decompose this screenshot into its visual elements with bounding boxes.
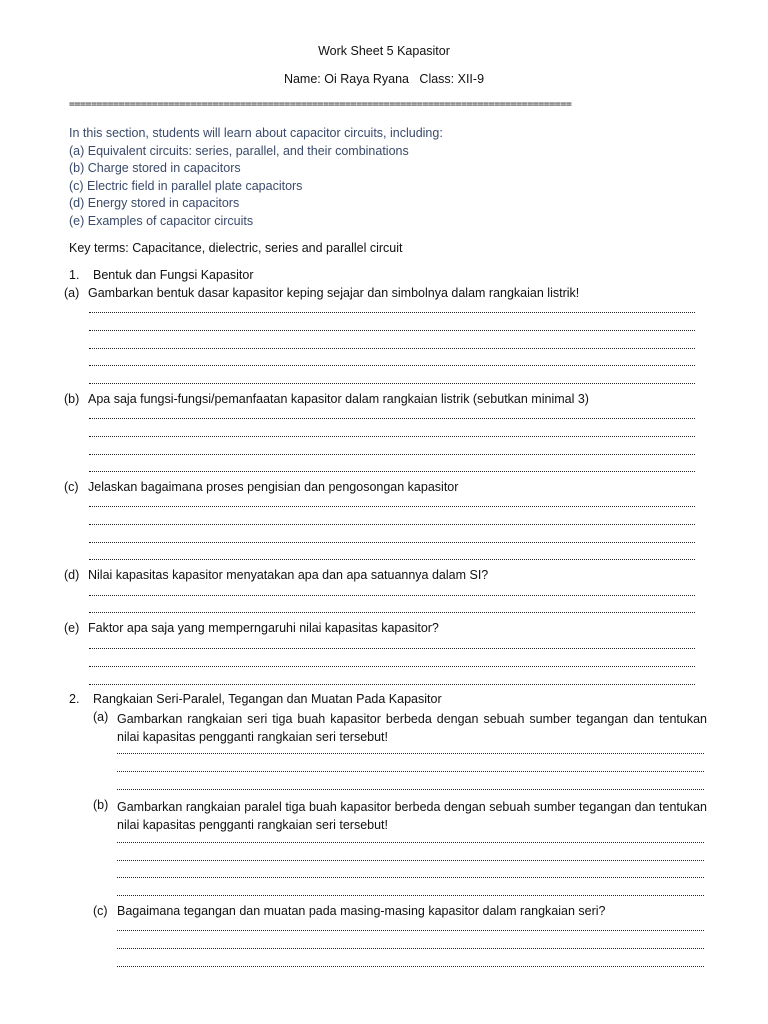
answer-line[interactable] [89, 612, 695, 613]
section-1-title: Bentuk dan Fungsi Kapasitor [93, 268, 254, 282]
answer-line[interactable] [117, 930, 704, 931]
answer-line[interactable] [117, 842, 704, 843]
intro-item: (d) Energy stored in capacitors [69, 196, 240, 210]
question-label: (c) [64, 480, 79, 494]
answer-line[interactable] [89, 595, 695, 596]
intro-lead: In this section, students will learn about capacitor circuits, including: [69, 126, 443, 140]
answer-line[interactable] [89, 666, 695, 667]
question-text: Gambarkan rangkaian paralel tiga buah kapasitor berbeda dengan sebuah sumber tegangan dan tentukan nilai kapasitas pengganti rangkaian seri tersebut! [117, 800, 707, 832]
answer-line[interactable] [89, 365, 695, 366]
answer-line[interactable] [89, 312, 695, 313]
answer-line[interactable] [89, 684, 695, 685]
question-text: Faktor apa saja yang memperngaruhi nilai kapasitas kapasitor? [88, 621, 439, 635]
answer-line[interactable] [117, 877, 704, 878]
intro-item: (e) Examples of capacitor circuits [69, 214, 254, 228]
answer-line[interactable] [117, 966, 704, 967]
intro-item: (a) Equivalent circuits: series, parallel, and their combinations [69, 144, 409, 158]
section-1-number: 1. [69, 268, 80, 282]
section-2-number: 2. [69, 692, 80, 706]
question-label: (d) [64, 568, 80, 582]
question-label: (e) [64, 621, 80, 635]
page-title: Work Sheet 5 Kapasitor [318, 44, 450, 58]
question-label: (a) [93, 710, 109, 724]
question-label: (c) [93, 904, 108, 918]
answer-line[interactable] [89, 542, 695, 543]
answer-line[interactable] [89, 418, 695, 419]
answer-line[interactable] [117, 771, 704, 772]
answer-line[interactable] [89, 471, 695, 472]
question-text: Jelaskan bagaimana proses pengisian dan pengosongan kapasitor [88, 480, 459, 494]
answer-line[interactable] [89, 436, 695, 437]
answer-line[interactable] [117, 948, 704, 949]
question-label: (a) [64, 286, 80, 300]
answer-line[interactable] [89, 559, 695, 560]
answer-line[interactable] [117, 895, 704, 896]
question-text: Gambarkan rangkaian seri tiga buah kapasitor berbeda dengan sebuah sumber tegangan dan tentukan nilai kapasitas pengganti rangkaian seri tersebut! [117, 712, 707, 744]
section-2-title: Rangkaian Seri-Paralel, Tegangan dan Muatan Pada Kapasitor [93, 692, 442, 706]
question-label: (b) [93, 798, 109, 812]
answer-line[interactable] [89, 383, 695, 384]
question-text: Bagaimana tegangan dan muatan pada masing-masing kapasitor dalam rangkaian seri? [117, 904, 606, 918]
answer-line[interactable] [89, 506, 695, 507]
question-text: Apa saja fungsi-fungsi/pemanfaatan kapasitor dalam rangkaian listrik (sebutkan minimal 3) [88, 392, 589, 406]
name-class-line: Name: Oi Raya Ryana Class: XII-9 [283, 72, 485, 86]
answer-line[interactable] [117, 753, 704, 754]
separator-line: =========================================================================================== [69, 99, 572, 110]
question-text: Nilai kapasitas kapasitor menyatakan apa dan apa satuannya dalam SI? [88, 568, 489, 582]
answer-line[interactable] [117, 860, 704, 861]
answer-line[interactable] [89, 454, 695, 455]
question-text: Gambarkan bentuk dasar kapasitor keping sejajar dan simbolnya dalam rangkaian listrik! [88, 286, 580, 300]
answer-line[interactable] [89, 524, 695, 525]
question-label: (b) [64, 392, 80, 406]
answer-line[interactable] [89, 348, 695, 349]
answer-line[interactable] [89, 330, 695, 331]
intro-item: (c) Electric field in parallel plate capacitors [69, 179, 303, 193]
key-terms: Key terms: Capacitance, dielectric, series and parallel circuit [69, 241, 403, 255]
answer-line[interactable] [89, 648, 695, 649]
intro-item: (b) Charge stored in capacitors [69, 161, 241, 175]
answer-line[interactable] [117, 789, 704, 790]
